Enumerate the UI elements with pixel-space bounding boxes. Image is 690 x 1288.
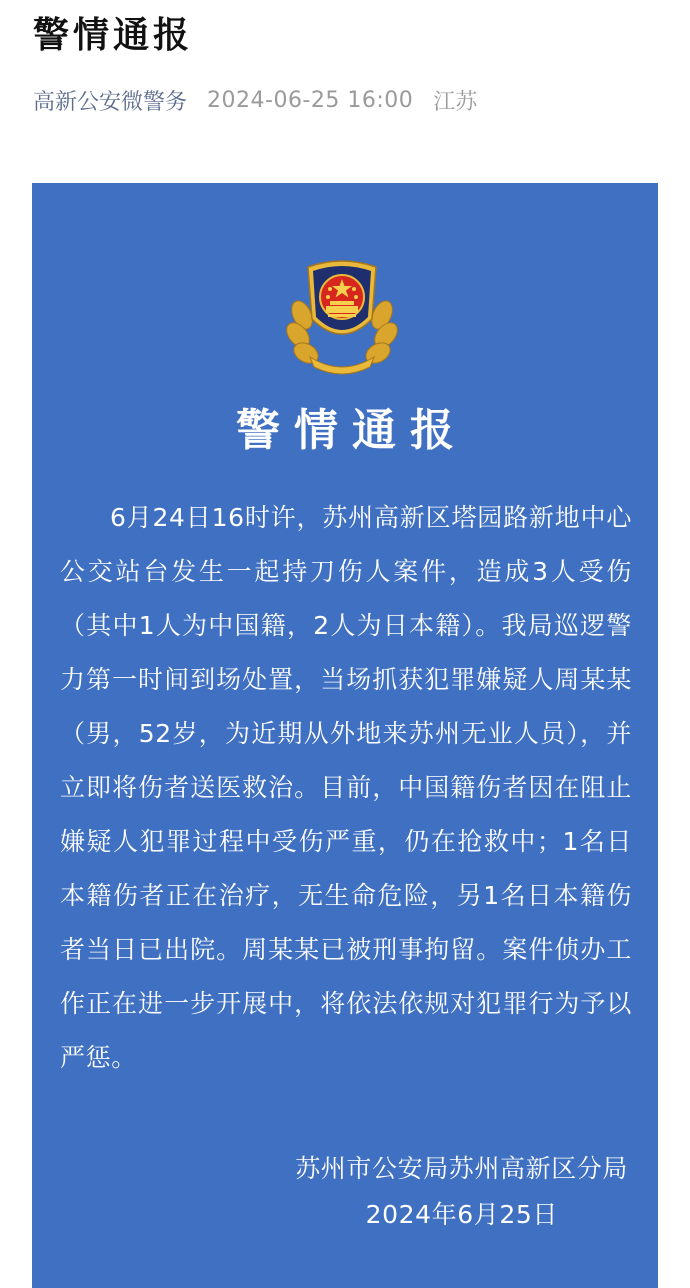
page-title: 警情通报 <box>33 15 194 56</box>
notice-heading: 警情通报 <box>236 405 468 456</box>
notice-body-text: 6月24日16时许，苏州高新区塔园路新地中心公交站台发生一起持刀伤人案件，造成3人受伤（其中1人为中国籍，2人为日本籍）。我局巡逻警力第一时间到场处置，当场抓获犯罪嫌疑人周某某（男，52岁，为近期从外地来苏州无业人员），并立即将伤者送医救治。目前，中国籍伤者因在阻止嫌疑人犯罪过程中受伤严重，仍在抢救中；1名日本籍伤者正在治疗，无生命危险，另1名日本籍伤者当日已出院。周某某已被刑事拘留。案件侦办工作正在进一步开展中，将依法依规对犯罪行为予以严惩。 <box>60 503 632 1072</box>
issue-date: 2024年6月25日 <box>365 1200 558 1229</box>
police-emblem-icon <box>280 253 404 377</box>
notice-signature <box>295 1146 628 1238</box>
issuing-authority: 苏州市公安局苏州高新区分局 <box>295 1154 628 1183</box>
region-label: 江苏 <box>433 89 478 115</box>
article-meta <box>33 84 477 116</box>
notice-image-card <box>32 183 658 1288</box>
publish-timestamp: 2024-06-25 16:00 <box>207 87 414 113</box>
source-account-link[interactable]: 高新公安微警务 <box>33 89 188 115</box>
